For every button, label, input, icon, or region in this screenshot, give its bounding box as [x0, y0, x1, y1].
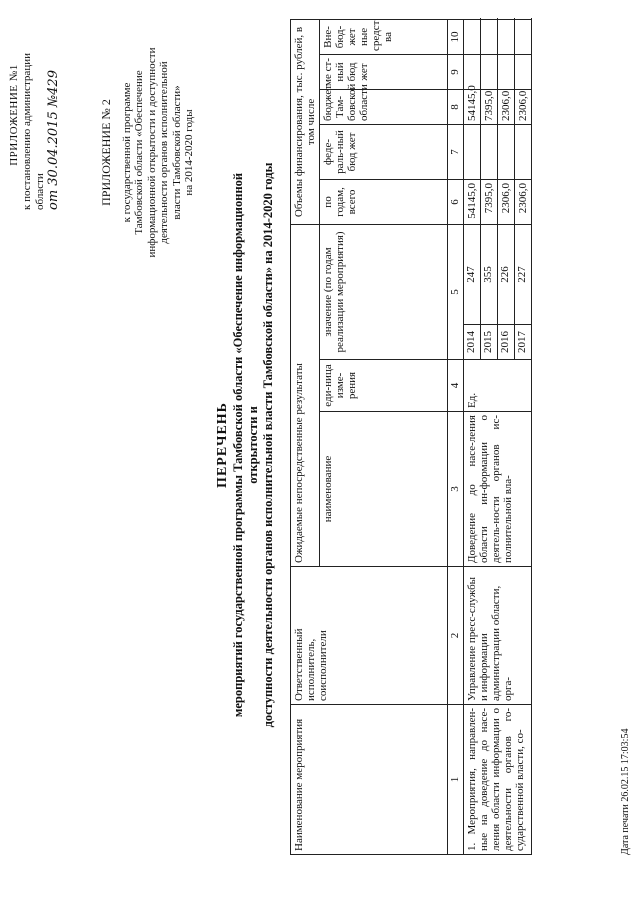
- year-cell: 2016: [498, 325, 515, 360]
- header-fin-local: ме ст-ный бюд жет: [320, 54, 448, 89]
- column-number: 3: [448, 412, 464, 567]
- extra-budget-cell: [498, 19, 515, 54]
- year-cell: 2015: [481, 325, 498, 360]
- appendix-2-line: информационной открытости и доступности: [145, 47, 158, 258]
- appendix-1-title: ПРИЛОЖЕНИЕ №1: [8, 64, 20, 166]
- regional-cell: 7395,0: [481, 89, 498, 124]
- result-description-cell: Доведение до насе-ления области ин-формации о деятель-ности органов ис-полнительной вла-: [464, 412, 532, 567]
- federal-cell: [464, 124, 481, 179]
- header-fin-regional: бюджет Там-бовской области: [320, 89, 448, 124]
- column-number: 5: [448, 224, 464, 359]
- year-cell: 2017: [515, 325, 532, 360]
- unit-cell: Ед.: [464, 360, 532, 412]
- column-number: 6: [448, 179, 464, 224]
- header-name: Наименование мероприятия: [291, 705, 448, 855]
- regional-cell: 2306,0: [515, 89, 532, 124]
- header-executor: Ответственный исполнитель, соисполнители: [291, 567, 448, 705]
- header-result-unit: еди-ница изме-рения: [320, 360, 448, 412]
- federal-cell: [481, 124, 498, 179]
- value-cell: 355: [481, 224, 498, 324]
- print-date-footer: Дата печати 26.02.15 17:03:54: [620, 728, 631, 855]
- federal-cell: [498, 124, 515, 179]
- value-cell: 226: [498, 224, 515, 324]
- year-cell: 2014: [464, 325, 481, 360]
- local-cell: [498, 54, 515, 89]
- total-cell: 2306,0: [498, 179, 515, 224]
- column-number: 1: [448, 705, 464, 855]
- column-number: 2: [448, 567, 464, 705]
- title-line-2: доступности деятельности органов исполнительной власти Тамбовской области» на 2014-2020 годы: [261, 162, 275, 728]
- handwritten-date-number: от 30.04.2015 №429: [46, 70, 61, 210]
- column-number: 9: [448, 54, 464, 89]
- total-cell: 7395,0: [481, 179, 498, 224]
- header-result-value: значение (по годам реализации мероприятия): [320, 224, 448, 359]
- appendix-2-line: власти Тамбовской области»: [170, 85, 183, 220]
- header-fin-federal: феде-раль-ный бюд жет: [320, 124, 448, 179]
- measures-table: [290, 19, 532, 855]
- executor-cell: Управление пресс-службы и информации администрации области, орга-: [464, 567, 532, 705]
- title-line-1: мероприятий государственной программы Тамбовской области «Обеспечение информационной открытости и: [231, 172, 260, 718]
- local-cell: [481, 54, 498, 89]
- appendix-2-line: на 2014-2020 годы: [183, 109, 195, 196]
- extra-budget-cell: [464, 19, 481, 54]
- extra-budget-cell: [515, 19, 532, 54]
- appendix-2-block: [100, 35, 196, 270]
- header-result-name: наименование: [320, 412, 448, 567]
- local-cell: [515, 54, 532, 89]
- total-cell: 54145,0: [464, 179, 481, 224]
- header-fin-extra: Вне-бюд-жет ные средст ва: [320, 19, 448, 54]
- regional-cell: 2306,0: [498, 89, 515, 124]
- appendix-1-block: [8, 20, 60, 210]
- column-number: 10: [448, 19, 464, 54]
- column-number: 4: [448, 360, 464, 412]
- title-main: ПЕРЕЧЕНЬ: [215, 402, 230, 488]
- extra-budget-cell: [481, 19, 498, 54]
- measure-name-cell: 1. Мероприятия, направлен-ные на доведение до насе-ления области информации о деятельности органов го-сударственной власти, со-: [464, 705, 532, 855]
- value-cell: 227: [515, 224, 532, 324]
- header-fin-total: по годам, всего: [320, 179, 448, 224]
- rotated-document-page: [0, 15, 640, 875]
- federal-cell: [515, 124, 532, 179]
- appendix-2-title: ПРИЛОЖЕНИЕ № 2: [99, 99, 113, 206]
- appendix-2-line: Тамбовской области «Обеспечение: [133, 70, 145, 235]
- appendix-1-line: к постановлению администрации области: [21, 53, 46, 210]
- value-cell: 247: [464, 224, 481, 324]
- column-number: 8: [448, 89, 464, 124]
- total-cell: 2306,0: [515, 179, 532, 224]
- appendix-2-line: деятельности органов исполнительной: [158, 61, 170, 244]
- appendix-2-line: к государственной программе: [120, 82, 133, 223]
- column-number: 7: [448, 124, 464, 179]
- document-title: [215, 145, 276, 745]
- header-financing: Объемы финансирования, тыс. рублей, в том числе: [291, 19, 320, 224]
- header-results: Ожидаемые непосредственные результаты: [291, 224, 320, 566]
- regional-cell: 54145,0: [464, 89, 481, 124]
